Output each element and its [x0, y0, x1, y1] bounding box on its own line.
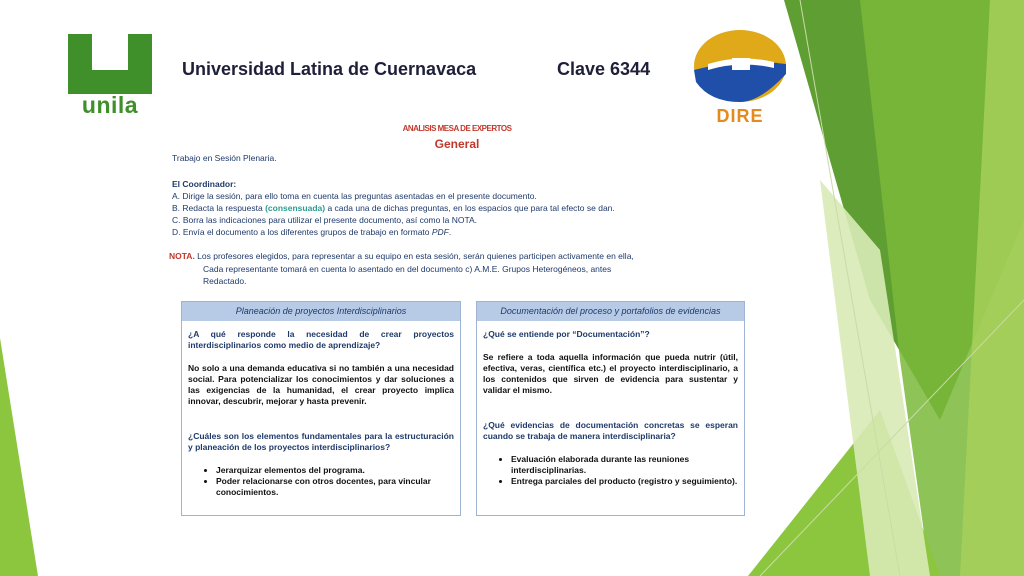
instruction-d-format: PDF [431, 227, 449, 237]
documentation-panel-title: Documentación del proceso y portafolios de evidencias [477, 302, 744, 321]
dire-logo-text: DIRE [716, 106, 764, 126]
unila-logo-mark-cut [92, 34, 128, 70]
dire-logo [690, 28, 790, 126]
university-title: Universidad Latina de Cuernavaca [182, 59, 477, 79]
planning-bullet-list [188, 465, 454, 498]
documentation-question-1: ¿Qué se entiende por “Documentación”? [483, 329, 650, 339]
unila-logo [64, 30, 156, 122]
planning-question-2: ¿Cuáles son los elementos fundamentales para la estructuración y planeación de los proyectos interdisciplinarios? [188, 431, 454, 452]
planning-question-1: ¿A qué responde la necesidad de crear proyectos interdisciplinarios como medio de aprendizaje? [188, 329, 454, 350]
planning-answer-1: No solo a una demanda educativa si no también a una necesidad social. Para potencializar los conocimientos y dar soluciones a las exigencias de la humanidad, el crear proyecto implica innovar, descubrir, mejorar y hasta prevenir. [188, 363, 454, 406]
list-item: • Poder relacionarse con otros docentes, para vincular conocimientos. [216, 476, 454, 498]
dire-logo-mark [690, 28, 790, 108]
note-line-1 [169, 251, 634, 261]
coordinator-label: El Coordinador: [172, 179, 237, 189]
list-item: • Entrega parciales del producto (registro y seguimiento). [511, 476, 738, 487]
instruction-b-post: a cada una de dichas preguntas, en los espacios que para tal efecto se dan. [325, 203, 615, 213]
document-heading: ANALISIS MESA DE EXPERTOS [402, 124, 512, 133]
unila-logo-text: unila [81, 92, 139, 118]
planning-panel-title: Planeación de proyectos Interdisciplinarios [182, 302, 460, 321]
documentation-panel-body [477, 321, 744, 487]
planning-panel-body [182, 321, 460, 498]
university-code: Clave 6344 [557, 59, 651, 79]
document-subheading: General [434, 137, 480, 151]
instruction-b-pre: B. Redacta la respuesta [172, 203, 266, 213]
instruction-c: C. Borra las indicaciones para utilizar el presente documento, así como la NOTA. [172, 215, 478, 225]
list-item: • Jerarquizar elementos del programa. [216, 465, 454, 476]
instruction-d-post: . [448, 227, 452, 237]
left-green-sliver [0, 338, 38, 576]
note-text-1: Los profesores elegidos, para representar a su equipo en esta sesión, serán quienes participen activamente en ella, [194, 251, 634, 261]
instruction-d-pre: D. Envía el documento a los diferentes grupos de trabajo en formato [172, 227, 432, 237]
documentation-panel [476, 301, 745, 516]
list-item: • Evaluación elaborada durante las reuniones interdisciplinarias. [511, 454, 738, 476]
note-label: NOTA. [169, 251, 195, 261]
documentation-answer-1: Se refiere a toda aquella información que pueda nutrir (útil, efectiva, veras, científica etc.) el proyecto interdisciplinario, a los contenidos que sirven de evidencia para sustentar y validar el mismo. [483, 352, 738, 395]
instruction-b-highlight: (consensuada) [265, 203, 326, 213]
note-line-3: Redactado. [203, 276, 247, 286]
documentation-bullet-list [483, 454, 738, 487]
instruction-d [172, 227, 451, 237]
instruction-b [172, 203, 615, 213]
documentation-question-2: ¿Qué evidencias de documentación concretas se esperan cuando se trabaja de manera interdisciplinaria? [483, 420, 738, 441]
planning-panel [181, 301, 461, 516]
session-line: Trabajo en Sesión Plenaria. [172, 153, 277, 163]
note-line-2: Cada representante tomará en cuenta lo asentado en del documento c) A.M.E. Grupos Heterogéneos, antes [203, 264, 612, 274]
instruction-a: A. Dirige la sesión, para ello toma en cuenta las preguntas asentadas en el presente documento. [172, 191, 537, 201]
